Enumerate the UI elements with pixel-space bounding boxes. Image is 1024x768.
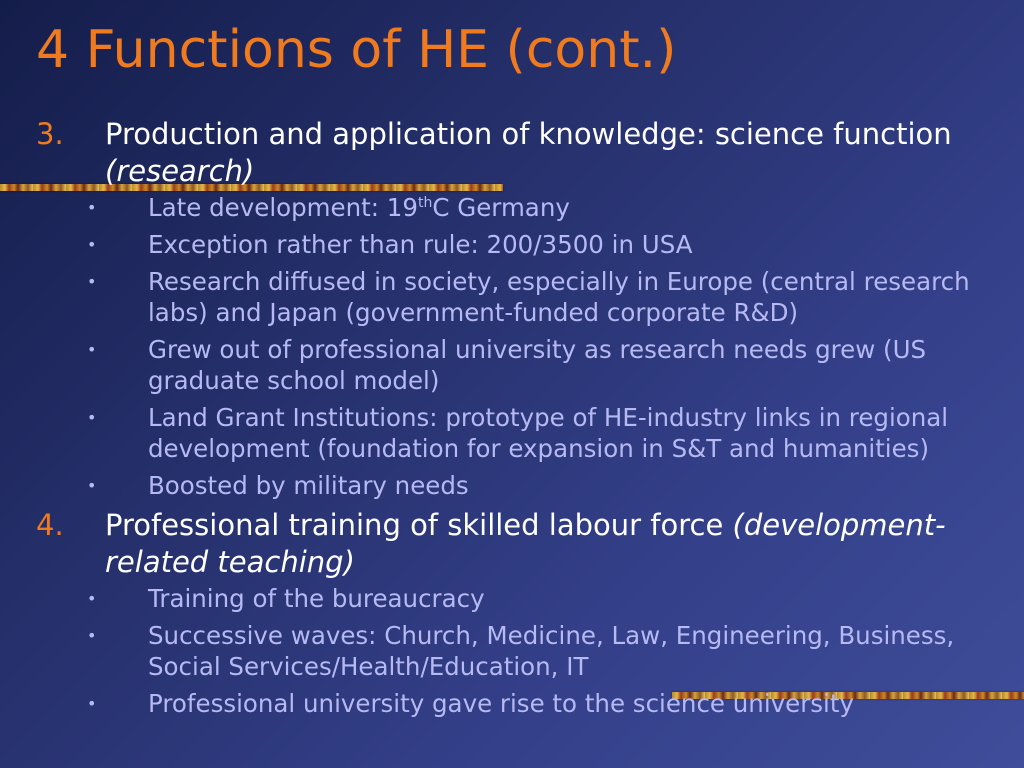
sub-bullet-text: Boosted by military needs (148, 471, 469, 500)
item-number: 4. (36, 508, 64, 542)
numbered-item-4 (0, 507, 1024, 581)
item-number: 3. (36, 117, 64, 151)
sub-bullet-text: Land Grant Institutions: prototype of HE-industry links in regional development (foundation for expansion in S&T and humanities) (148, 403, 949, 463)
sub-bullet (0, 266, 1024, 328)
sub-bullet-text: Successive waves: Church, Medicine, Law, Engineering, Business, Social Services/Health/Education, IT (148, 621, 955, 681)
sub-bullet (0, 620, 1024, 682)
sub-bullet (0, 192, 1024, 223)
sub-bullet-text: Research diffused in society, especially in Europe (central research labs) and Japan (government-funded corporate R&D) (148, 267, 970, 327)
sub-bullet (0, 688, 1024, 719)
numbered-item-3 (0, 116, 1024, 190)
sub-bullet (0, 402, 1024, 464)
bullet-icon: • (87, 694, 97, 713)
bullet-icon: • (87, 235, 97, 254)
sub-bullet (0, 470, 1024, 501)
sub-bullet-text-cont: C Germany (432, 193, 570, 222)
bullet-icon: • (87, 198, 97, 217)
bullet-icon: • (87, 476, 97, 495)
sub-bullet-text: Exception rather than rule: 200/3500 in USA (148, 230, 693, 259)
sub-bullet (0, 229, 1024, 260)
bullet-icon: • (87, 589, 97, 608)
sub-bullet-text: Grew out of professional university as research needs grew (US graduate school model) (148, 335, 927, 395)
item-text-italic: (research) (105, 154, 255, 188)
item-text-italic: (development-related teaching) (105, 508, 946, 579)
sub-bullet (0, 334, 1024, 396)
item-text: Professional training of skilled labour force (105, 508, 733, 542)
sub-bullet-text: Professional university gave rise to the science university (148, 689, 854, 718)
sub-bullet-text: Late development: 19 (148, 193, 418, 222)
slide-content (0, 116, 1024, 725)
superscript: th (417, 194, 433, 211)
sub-bullet-text: Training of the bureaucracy (148, 584, 485, 613)
item-text: Production and application of knowledge: science function (105, 117, 952, 151)
slide-title: 4 Functions of HE (cont.) (36, 20, 677, 80)
bullet-icon: • (87, 408, 97, 427)
bullet-icon: • (87, 340, 97, 359)
bullet-icon: • (87, 626, 97, 645)
sub-bullet (0, 583, 1024, 614)
bullet-icon: • (87, 272, 97, 291)
